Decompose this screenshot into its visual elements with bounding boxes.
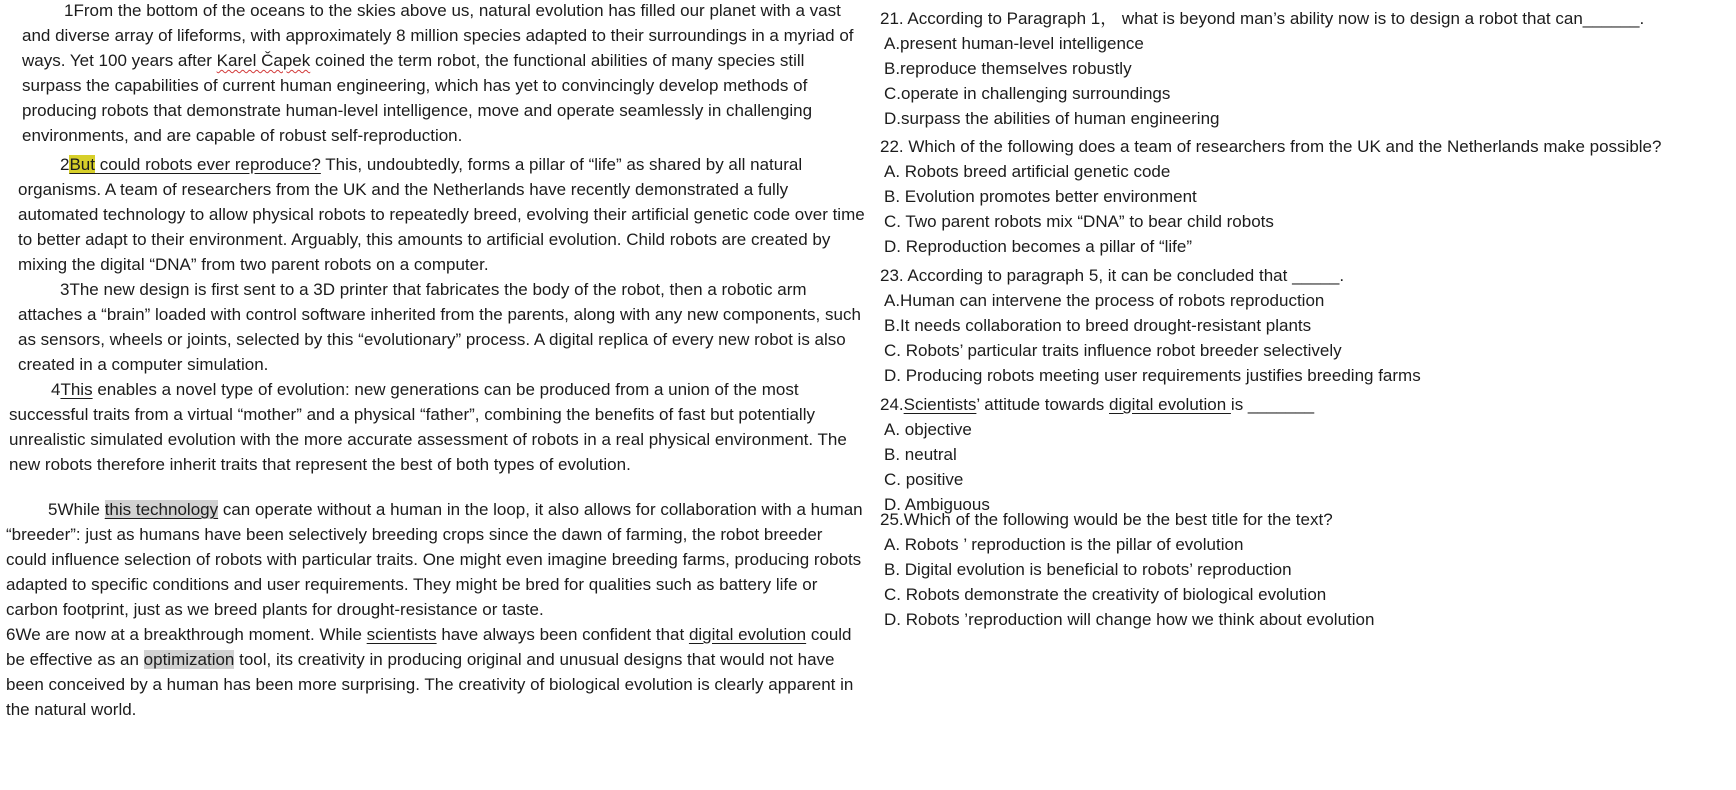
question-number: 24. — [880, 395, 904, 414]
option-a: A. Robots ’ reproduction is the pillar of evolution — [884, 535, 1244, 554]
question-stem: 25.Which of the following would be the best title for the text? — [880, 510, 1333, 529]
question-25 — [880, 507, 1730, 632]
paragraph-text: coined the term robot, the functional abilities of many species still surpass the capabilities of current human engineering, which has yet to convincingly develop methods of producing robots that demonstrate human-level intelligence, move and operate seamlessly in challenging environments, and are capable of robust self-reproduction. — [22, 51, 813, 145]
question-stem — [880, 6, 1730, 31]
paragraph-number: 4 — [51, 380, 61, 399]
answer-blank: ______ — [1582, 9, 1640, 28]
option-a: A.present human-level intelligence — [884, 34, 1144, 53]
underlined-scientists: Scientists — [903, 395, 977, 414]
paragraph-6 — [6, 622, 866, 722]
option-b: B. Evolution promotes better environment — [884, 187, 1197, 206]
option-b: B.reproduce themselves robustly — [884, 59, 1132, 78]
option-d: D. Reproduction becomes a pillar of “life” — [884, 237, 1193, 256]
paragraph-text: The new design is first sent to a 3D printer that fabricates the body of the robot, then a robotic arm attaches a “brain” loaded with control software inherited from the parents, along with any new components, such as sensors, wheels or joints, selected by this “evolutionary” process. A digital replica of every new robot is also created in a computer simulation. — [18, 280, 861, 374]
paragraph-text: can operate without a human in the loop, it also allows for collaboration with a human “breeder”: just as humans have been selectively breeding crops since the dawn of farming, the robot breeder could influence selection of robots with particular traits. One might even imagine breeding farms, producing robots adapted to specific conditions and user requirements. They might be bred for qualities such as battery life or carbon footprint, just as we breed plants for drought-resistance or taste. — [6, 500, 863, 619]
paragraph-number: 1 — [64, 1, 74, 20]
paragraph-number: 6 — [6, 625, 16, 644]
name-karel-capek: Karel Čapek — [216, 51, 311, 70]
option-c: C. positive — [884, 470, 964, 489]
stem-text: is — [1230, 395, 1248, 414]
option-a: A.Human can intervene the process of robots reproduction — [884, 291, 1325, 310]
answer-blank: _______ — [1247, 395, 1315, 414]
question-24 — [880, 392, 1730, 514]
option-a: A. objective — [884, 420, 972, 439]
answer-blank: _____ — [1292, 266, 1340, 285]
option-b: B.It needs collaboration to breed drought-resistant plants — [884, 316, 1312, 335]
question-stem — [880, 392, 1730, 417]
paragraph-number: 2 — [60, 155, 70, 174]
question-stem: 22. Which of the following does a team of researchers from the UK and the Netherlands make possible? — [880, 137, 1662, 156]
option-c: C. Two parent robots mix “DNA” to bear child robots — [884, 212, 1274, 231]
highlight-but: But — [69, 155, 95, 174]
underlined-digital-evolution: digital evolution — [1109, 395, 1231, 414]
underlined-question: could robots ever reproduce? — [95, 155, 321, 174]
option-d: D. Ambiguous — [884, 495, 990, 514]
paragraph-1 — [6, 0, 866, 148]
option-d: D.surpass the abilities of human engineering — [884, 109, 1220, 128]
paragraph-text: could be effective as an — [6, 625, 852, 669]
paragraph-text: This, undoubtedly, forms a pillar of “life” as shared by all natural organisms. A team of researchers from the UK and the Netherlands have recently demonstrated a fully automated technology to allow physical robots to repeatedly breed, evolving their artificial genetic code over time to better adapt to their environment. Arguably, this amounts to artificial evolution. Child robots are created by mixing the digital “DNA” from two parent robots on a computer. — [18, 155, 865, 274]
option-b: B. Digital evolution is beneficial to robots’ reproduction — [884, 560, 1292, 579]
paragraph-number: 5 — [48, 500, 58, 519]
stem-text: . — [1339, 266, 1345, 285]
underlined-scientists: scientists — [366, 625, 437, 644]
paragraph-text: While — [57, 500, 105, 519]
underlined-digital-evolution: digital evolution — [688, 625, 807, 644]
paragraph-3 — [6, 277, 866, 377]
option-d: D. Robots ’reproduction will change how we think about evolution — [884, 610, 1375, 629]
question-22 — [880, 134, 1730, 259]
option-c: C.operate in challenging surroundings — [884, 84, 1171, 103]
paragraph-text: From the bottom of the oceans to the skies above us, natural evolution has filled our planet with a vast and diverse array of lifeforms, with approximately 8 million species adapted to their surroundings in a myriad of ways. Yet 100 years after — [22, 1, 854, 70]
paragraph-text: We are now at a breakthrough moment. While — [15, 625, 367, 644]
question-21 — [880, 6, 1730, 131]
stem-text: 23. According to paragraph 5, it can be concluded that — [880, 266, 1293, 285]
paragraph-2 — [6, 152, 866, 277]
option-a: A. Robots breed artificial genetic code — [884, 162, 1171, 181]
underlined-this: This — [60, 380, 93, 399]
option-c: C. Robots’ particular traits influence robot breeder selectively — [884, 341, 1342, 360]
paragraph-text: tool, its creativity in producing original and unusual designs that would not have been conceived by a human has been more surprising. The creativity of biological evolution is clearly apparent in the natural world. — [6, 650, 854, 719]
highlight-this-technology: this technology — [104, 500, 219, 519]
paragraph-text: enables a novel type of evolution: new generations can be produced from a union of the most successful traits from a virtual “mother” and a physical “father”, combining the benefits of fast but potentially unrealistic simulated evolution with the more accurate assessment of robots in a real physical environment. The new robots therefore inherit traits that represent the best of both types of evolution. — [9, 380, 847, 474]
paragraph-number: 3 — [60, 280, 70, 299]
stem-text: ’ attitude towards — [976, 395, 1109, 414]
paragraph-text: have always been confident that — [436, 625, 689, 644]
reading-passage — [6, 0, 866, 722]
questions-panel — [880, 6, 1730, 632]
option-c: C. Robots demonstrate the creativity of biological evolution — [884, 585, 1327, 604]
question-23 — [880, 263, 1730, 388]
paragraph-5 — [6, 497, 866, 622]
question-stem — [880, 263, 1730, 288]
stem-text: . — [1639, 9, 1645, 28]
highlight-optimization: optimization — [143, 650, 235, 669]
paragraph-4 — [6, 377, 866, 491]
stem-text: 21. According to Paragraph 1， what is beyond man’s ability now is to design a robot that can — [880, 9, 1583, 28]
option-d: D. Producing robots meeting user requirements justifies breeding farms — [884, 366, 1421, 385]
option-b: B. neutral — [884, 445, 957, 464]
